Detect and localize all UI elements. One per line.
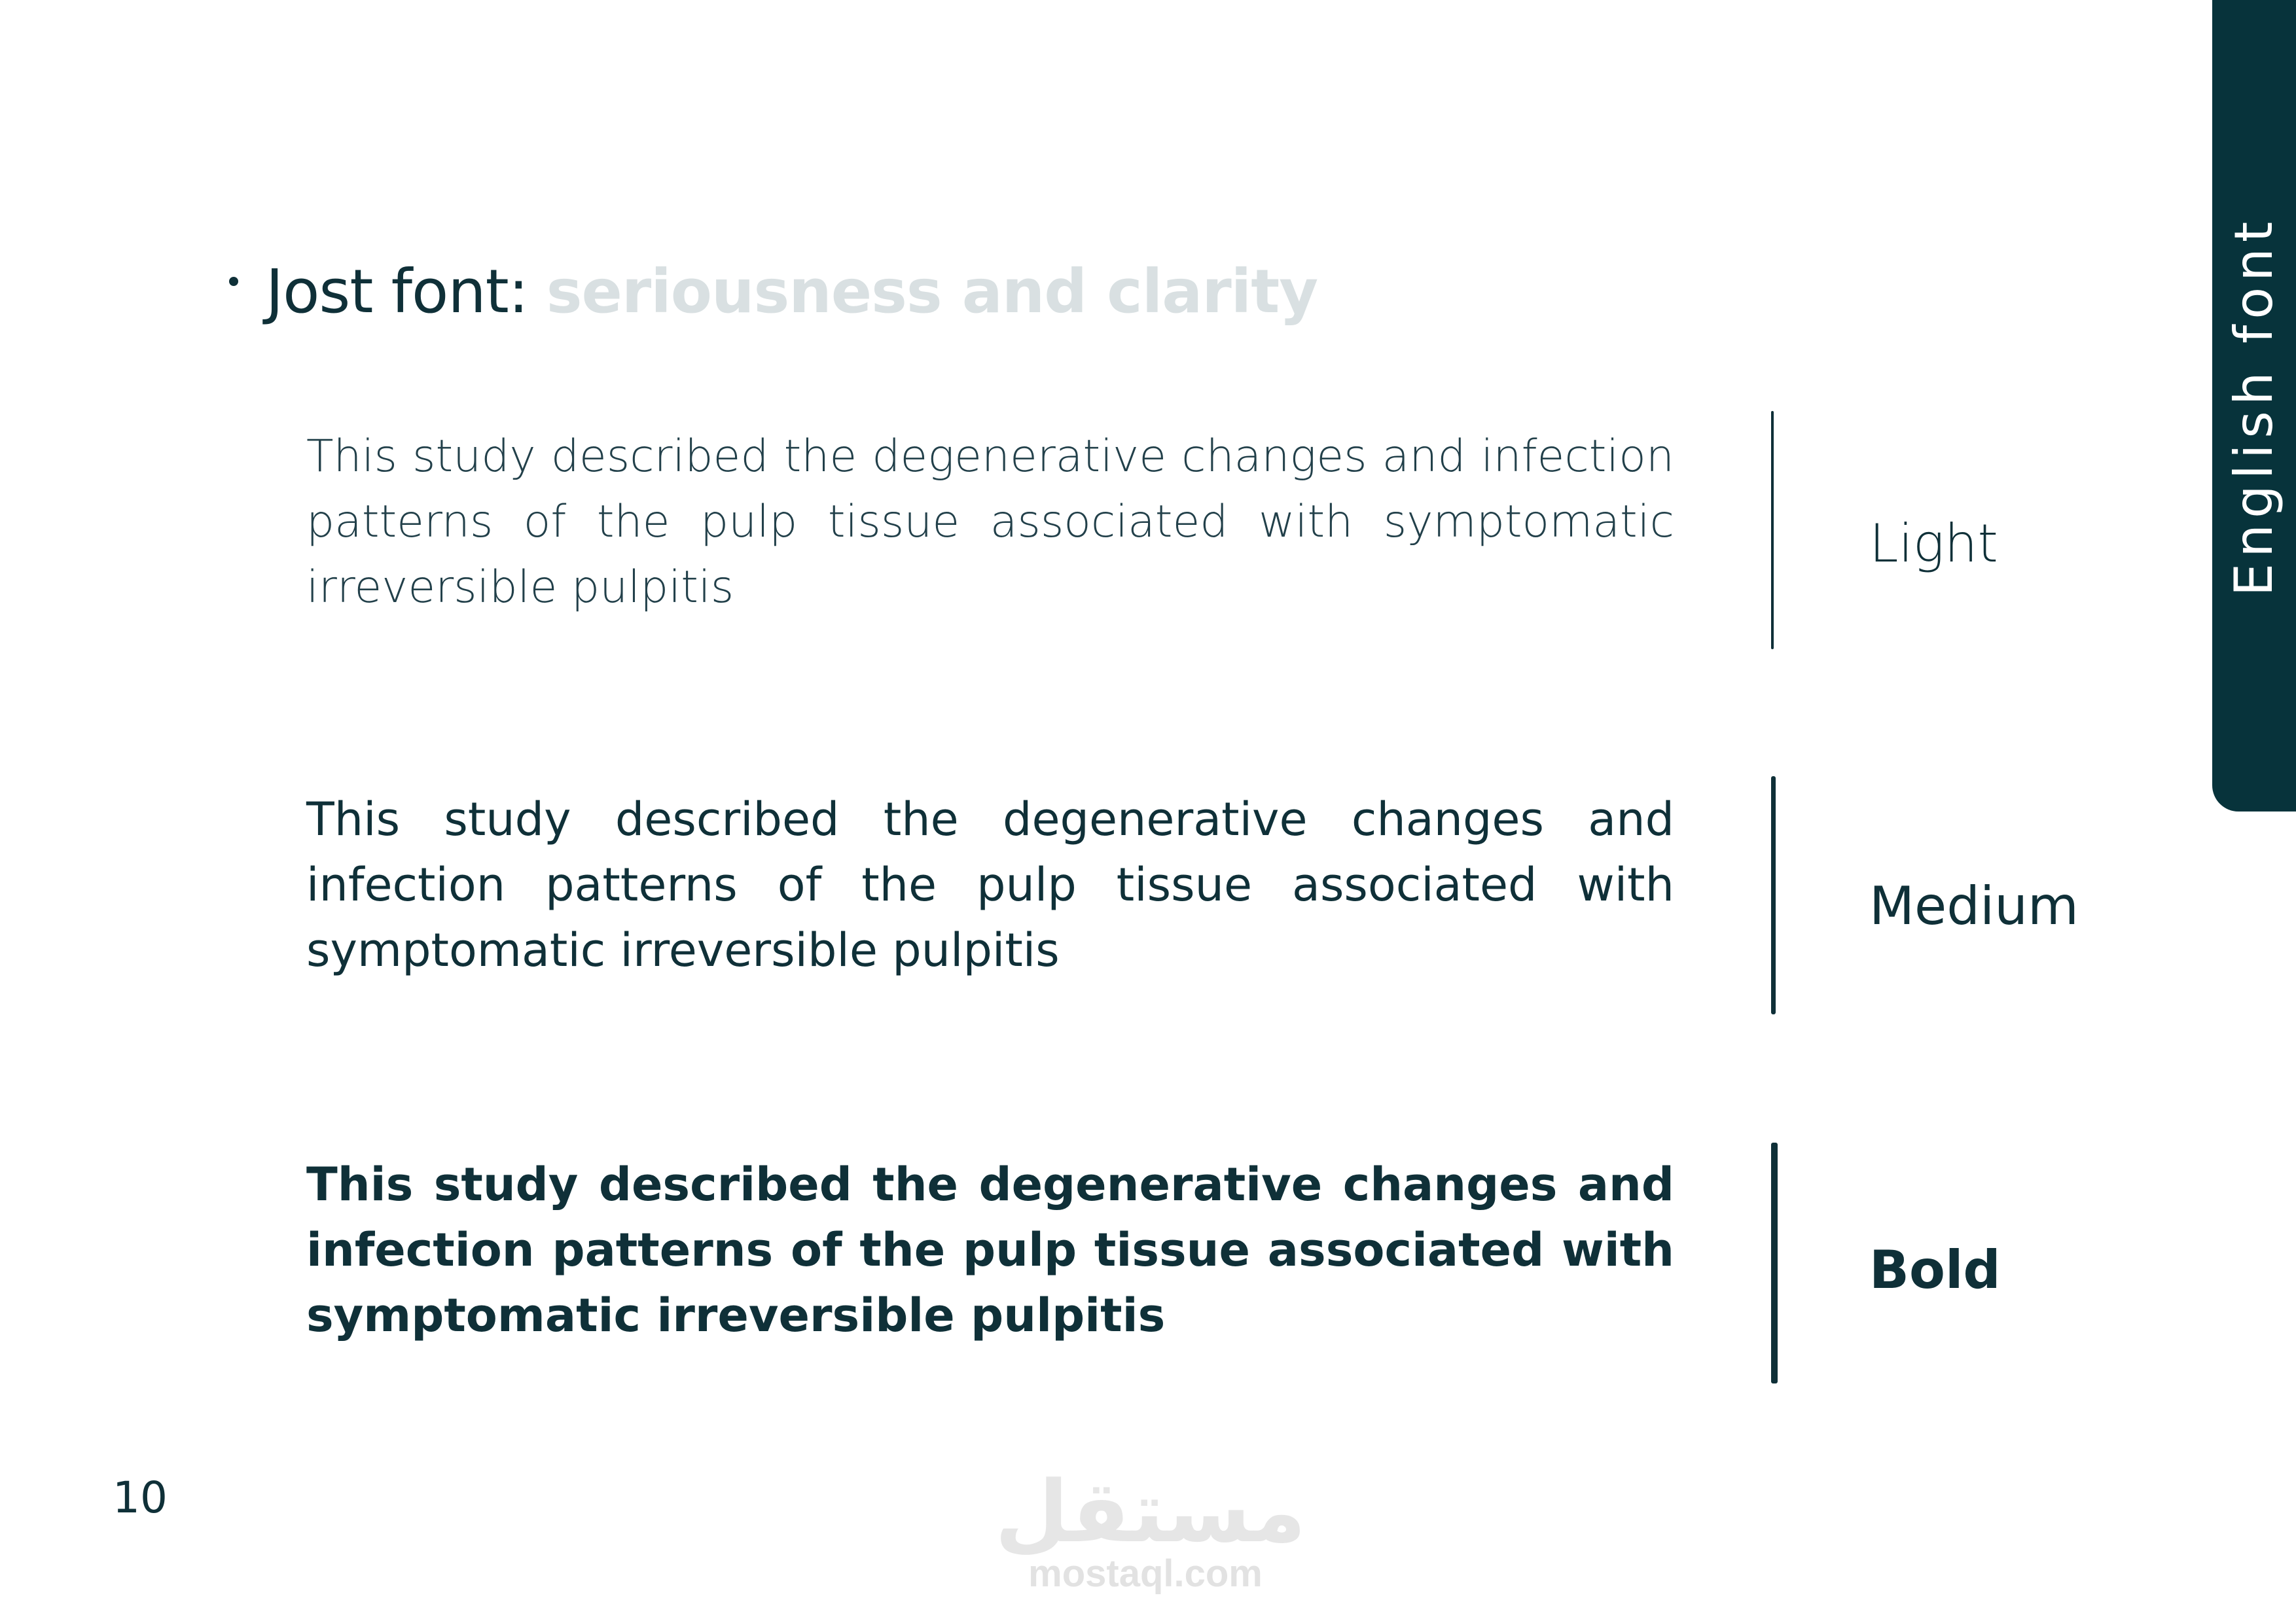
heading-title: Jost font:: [266, 256, 528, 327]
page-number: 10: [113, 1472, 168, 1523]
sample-text-bold: This study described the degenerative changes and infection patterns of the pulp tissue associated with symptomatic irreversible pulpitis: [306, 1158, 1674, 1342]
bullet-icon: [229, 277, 238, 286]
weight-label-medium: Medium: [1869, 876, 2079, 936]
watermark-logo: مستقل: [995, 1462, 1306, 1561]
side-tab: [2212, 0, 2296, 812]
sample-text-light: This study described the degenerative changes and infection patterns of the pulp tissue associated with symptomatic irreversible pulpitis: [306, 431, 1674, 613]
weight-label-bold: Bold: [1869, 1240, 2001, 1300]
watermark: [995, 1462, 1306, 1597]
sample-text-medium: This study described the degenerative changes and infection patterns of the pulp tissue associated with symptomatic irreversible pulpitis: [306, 793, 1674, 977]
section-heading: [229, 249, 1318, 334]
watermark-url: mostaql.com: [1028, 1552, 1263, 1595]
weight-label-light: Light: [1869, 513, 1998, 574]
heading-subtitle: seriousness and clarity: [546, 256, 1318, 327]
divider-medium: [1771, 776, 1776, 1014]
side-tab-label: English font: [2223, 215, 2285, 596]
divider-bold: [1771, 1143, 1778, 1383]
divider-light: [1771, 411, 1774, 649]
